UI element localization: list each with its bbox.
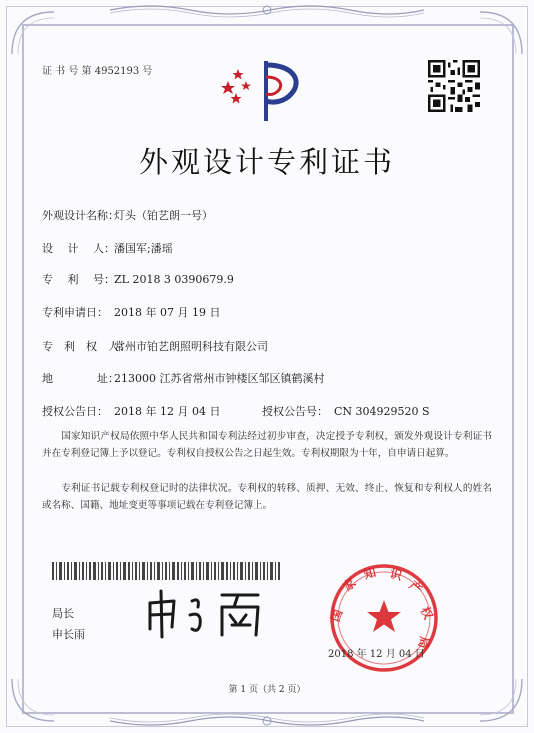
designer-field: [42, 240, 173, 256]
director-title: 局长: [52, 607, 74, 620]
legal-status-paragraph: 专利证书记载专利权登记时的法律状况。专利权的转移、质押、无效、终止、恢复和专利权人的姓名或名称、国籍、地址变更等事项记载在专利登记簿上。: [42, 483, 492, 511]
design-name-label: 外观设计名称：: [42, 209, 119, 222]
grant-date-value: 2018 年 12 月 04 日: [114, 405, 221, 418]
filing-date-label: 专利申请日：: [42, 306, 108, 319]
bottom-ornament: [110, 713, 424, 729]
designer-label: 设 计 人：: [42, 242, 115, 255]
grant-number-field: [262, 403, 430, 419]
filing-date-field: [42, 304, 220, 320]
svg-text:权: 权: [417, 604, 436, 622]
patentee-label: 专 利 权 人：: [42, 340, 130, 353]
top-ornament: [110, 2, 424, 18]
design-name-value: 灯头（铂艺朗一号）: [114, 209, 213, 222]
patent-office-emblem-icon: [218, 55, 308, 127]
design-name-field: [42, 207, 213, 223]
patentee-value: 常州市铂艺朗照明科技有限公司: [114, 340, 268, 353]
handwritten-signature: [140, 585, 268, 640]
address-value: 213000 江苏省常州市钟楼区邹区镇鹤溪村: [114, 372, 325, 385]
grant-statement-paragraph: 国家知识产权局依照中华人民共和国专利法经过初步审查，决定授予专利权，颁发外观设计专利证书并在专利登记簿上予以登记。专利权自授权公告之日起生效。专利权期限为十年，自申请日起算。: [42, 431, 492, 459]
svg-text:识: 识: [388, 566, 404, 583]
patent-number-field: [42, 271, 234, 287]
svg-text:局: 局: [415, 635, 432, 650]
designer-value: 潘国军;潘瑶: [114, 242, 173, 255]
corner-ornament-top-left: [8, 8, 58, 58]
seal-date: 2018 年 12 月 04 日: [328, 649, 425, 660]
svg-text:知: 知: [362, 565, 378, 582]
corner-ornament-top-right: [476, 8, 526, 58]
grant-number-value: CN 304929520 S: [334, 405, 430, 418]
director-name: 申长雨: [52, 628, 85, 641]
patentee-field: [42, 338, 268, 354]
barcode-strip: [52, 562, 280, 580]
address-field: [42, 370, 325, 386]
filing-date-value: 2018 年 07 月 19 日: [114, 306, 221, 319]
grant-date-field: [42, 403, 220, 419]
grant-number-label: 授权公告号：: [262, 405, 328, 418]
grant-date-label: 授权公告日：: [42, 405, 108, 418]
address-label: 地 址：: [42, 372, 119, 385]
page-indicator: 第 1 页（共 2 页）: [228, 685, 306, 695]
patent-number-label: 专 利 号：: [42, 273, 115, 286]
certificate-title: 外观设计专利证书: [138, 145, 395, 179]
svg-text:国: 国: [328, 607, 346, 624]
patent-number-value: ZL 2018 3 0390679.9: [114, 273, 234, 286]
svg-text:产: 产: [406, 578, 425, 597]
qr-code-icon: [428, 60, 480, 112]
certificate-number: 证 书 号 第 4952193 号: [42, 66, 153, 77]
svg-text:家: 家: [340, 575, 359, 594]
